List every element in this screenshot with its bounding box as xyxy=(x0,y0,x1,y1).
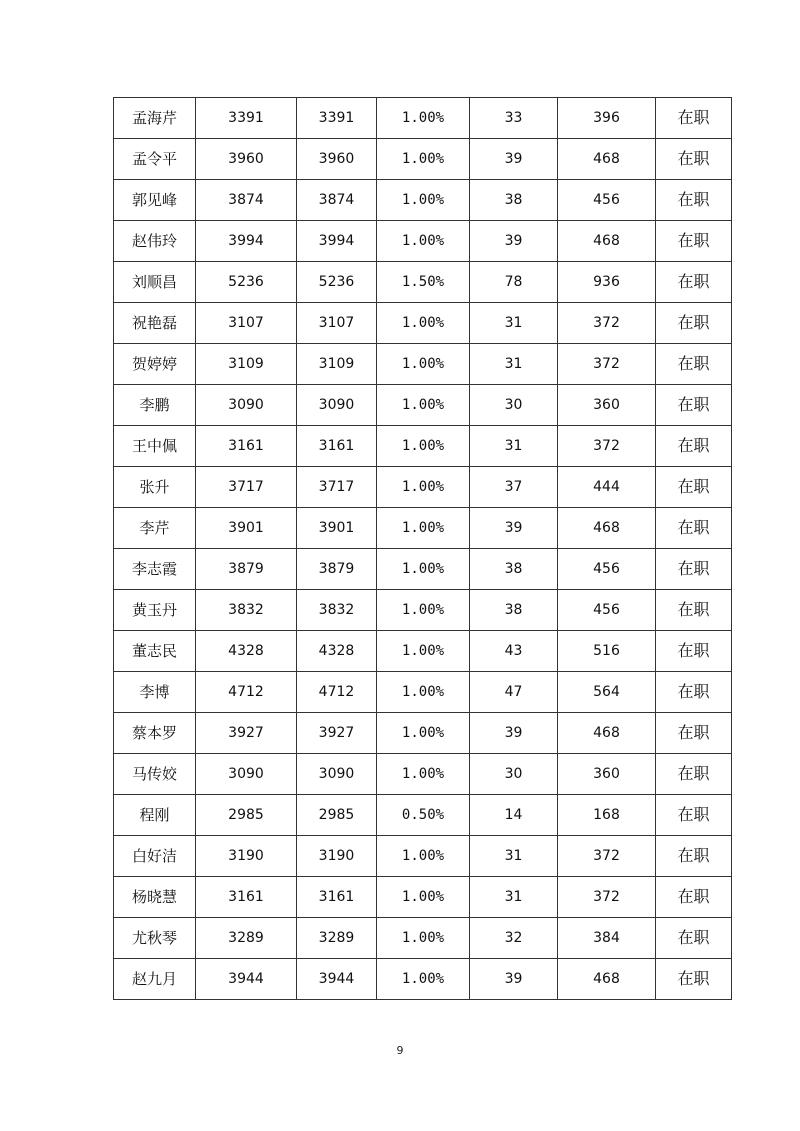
contribution-base-cell: 3391 xyxy=(297,98,377,139)
table-row xyxy=(114,631,732,672)
status-cell: 在职 xyxy=(656,98,732,139)
contribution-base-cell: 3960 xyxy=(297,139,377,180)
status-cell: 在职 xyxy=(656,754,732,795)
rate-cell: 1.00% xyxy=(377,959,470,1000)
status-cell: 在职 xyxy=(656,877,732,918)
contribution-base-cell: 3107 xyxy=(297,303,377,344)
contribution-base-cell: 3901 xyxy=(297,508,377,549)
monthly-amount-cell: 31 xyxy=(470,344,558,385)
table-row xyxy=(114,918,732,959)
annual-amount-cell: 456 xyxy=(558,549,656,590)
annual-amount-cell: 372 xyxy=(558,303,656,344)
rate-cell: 1.00% xyxy=(377,385,470,426)
annual-amount-cell: 564 xyxy=(558,672,656,713)
status-cell: 在职 xyxy=(656,221,732,262)
base-salary-cell: 4328 xyxy=(196,631,297,672)
annual-amount-cell: 468 xyxy=(558,508,656,549)
table-row xyxy=(114,139,732,180)
rate-cell: 1.00% xyxy=(377,549,470,590)
annual-amount-cell: 516 xyxy=(558,631,656,672)
monthly-amount-cell: 30 xyxy=(470,385,558,426)
status-cell: 在职 xyxy=(656,549,732,590)
base-salary-cell: 3832 xyxy=(196,590,297,631)
monthly-amount-cell: 39 xyxy=(470,221,558,262)
table-row xyxy=(114,508,732,549)
employee-name-cell: 杨晓慧 xyxy=(114,877,196,918)
table-row xyxy=(114,303,732,344)
monthly-amount-cell: 39 xyxy=(470,959,558,1000)
rate-cell: 1.00% xyxy=(377,713,470,754)
base-salary-cell: 3874 xyxy=(196,180,297,221)
annual-amount-cell: 936 xyxy=(558,262,656,303)
employee-name-cell: 李博 xyxy=(114,672,196,713)
base-salary-cell: 3107 xyxy=(196,303,297,344)
table-body xyxy=(114,98,732,1000)
employee-name-cell: 李鹏 xyxy=(114,385,196,426)
status-cell: 在职 xyxy=(656,385,732,426)
status-cell: 在职 xyxy=(656,139,732,180)
annual-amount-cell: 372 xyxy=(558,344,656,385)
monthly-amount-cell: 31 xyxy=(470,877,558,918)
base-salary-cell: 3289 xyxy=(196,918,297,959)
annual-amount-cell: 444 xyxy=(558,467,656,508)
status-cell: 在职 xyxy=(656,795,732,836)
rate-cell: 1.00% xyxy=(377,221,470,262)
monthly-amount-cell: 30 xyxy=(470,754,558,795)
contribution-base-cell: 3090 xyxy=(297,754,377,795)
employee-name-cell: 郭见峰 xyxy=(114,180,196,221)
employee-name-cell: 孟令平 xyxy=(114,139,196,180)
base-salary-cell: 3161 xyxy=(196,426,297,467)
employee-name-cell: 李志霞 xyxy=(114,549,196,590)
table-row xyxy=(114,713,732,754)
employee-name-cell: 祝艳磊 xyxy=(114,303,196,344)
table-row xyxy=(114,98,732,139)
contribution-base-cell: 3109 xyxy=(297,344,377,385)
rate-cell: 1.00% xyxy=(377,508,470,549)
employee-name-cell: 孟海芹 xyxy=(114,98,196,139)
base-salary-cell: 3994 xyxy=(196,221,297,262)
base-salary-cell: 3090 xyxy=(196,385,297,426)
employee-name-cell: 董志民 xyxy=(114,631,196,672)
rate-cell: 1.00% xyxy=(377,918,470,959)
status-cell: 在职 xyxy=(656,467,732,508)
rate-cell: 1.00% xyxy=(377,836,470,877)
base-salary-cell: 2985 xyxy=(196,795,297,836)
employee-name-cell: 尤秋琴 xyxy=(114,918,196,959)
status-cell: 在职 xyxy=(656,672,732,713)
annual-amount-cell: 360 xyxy=(558,754,656,795)
rate-cell: 1.00% xyxy=(377,467,470,508)
contribution-base-cell: 3944 xyxy=(297,959,377,1000)
monthly-amount-cell: 38 xyxy=(470,549,558,590)
annual-amount-cell: 372 xyxy=(558,877,656,918)
contribution-base-cell: 3994 xyxy=(297,221,377,262)
employee-name-cell: 李芹 xyxy=(114,508,196,549)
status-cell: 在职 xyxy=(656,303,732,344)
table-row xyxy=(114,959,732,1000)
employee-name-cell: 赵伟玲 xyxy=(114,221,196,262)
contribution-base-cell: 3879 xyxy=(297,549,377,590)
monthly-amount-cell: 31 xyxy=(470,426,558,467)
monthly-amount-cell: 39 xyxy=(470,508,558,549)
employee-name-cell: 黄玉丹 xyxy=(114,590,196,631)
rate-cell: 1.00% xyxy=(377,672,470,713)
monthly-amount-cell: 31 xyxy=(470,836,558,877)
base-salary-cell: 3944 xyxy=(196,959,297,1000)
table-row xyxy=(114,795,732,836)
annual-amount-cell: 168 xyxy=(558,795,656,836)
employee-name-cell: 王中佩 xyxy=(114,426,196,467)
monthly-amount-cell: 31 xyxy=(470,303,558,344)
contribution-base-cell: 4328 xyxy=(297,631,377,672)
base-salary-cell: 3960 xyxy=(196,139,297,180)
contribution-base-cell: 5236 xyxy=(297,262,377,303)
table-row xyxy=(114,262,732,303)
table-row xyxy=(114,590,732,631)
monthly-amount-cell: 47 xyxy=(470,672,558,713)
base-salary-cell: 3190 xyxy=(196,836,297,877)
annual-amount-cell: 468 xyxy=(558,959,656,1000)
table-row xyxy=(114,344,732,385)
rate-cell: 1.00% xyxy=(377,877,470,918)
base-salary-cell: 3109 xyxy=(196,344,297,385)
base-salary-cell: 3927 xyxy=(196,713,297,754)
status-cell: 在职 xyxy=(656,918,732,959)
rate-cell: 1.00% xyxy=(377,180,470,221)
rate-cell: 1.00% xyxy=(377,303,470,344)
table-row xyxy=(114,836,732,877)
monthly-amount-cell: 39 xyxy=(470,713,558,754)
base-salary-cell: 4712 xyxy=(196,672,297,713)
table-row xyxy=(114,180,732,221)
contribution-base-cell: 2985 xyxy=(297,795,377,836)
status-cell: 在职 xyxy=(656,262,732,303)
status-cell: 在职 xyxy=(656,590,732,631)
annual-amount-cell: 468 xyxy=(558,713,656,754)
status-cell: 在职 xyxy=(656,631,732,672)
rate-cell: 1.00% xyxy=(377,754,470,795)
contribution-base-cell: 3927 xyxy=(297,713,377,754)
monthly-amount-cell: 38 xyxy=(470,590,558,631)
monthly-amount-cell: 38 xyxy=(470,180,558,221)
contribution-base-cell: 4712 xyxy=(297,672,377,713)
annual-amount-cell: 360 xyxy=(558,385,656,426)
monthly-amount-cell: 33 xyxy=(470,98,558,139)
status-cell: 在职 xyxy=(656,180,732,221)
employee-name-cell: 白好洁 xyxy=(114,836,196,877)
rate-cell: 1.00% xyxy=(377,631,470,672)
annual-amount-cell: 468 xyxy=(558,221,656,262)
employee-name-cell: 马传姣 xyxy=(114,754,196,795)
annual-amount-cell: 396 xyxy=(558,98,656,139)
employee-name-cell: 蔡本罗 xyxy=(114,713,196,754)
rate-cell: 1.00% xyxy=(377,344,470,385)
table-row xyxy=(114,221,732,262)
base-salary-cell: 3090 xyxy=(196,754,297,795)
base-salary-cell: 3879 xyxy=(196,549,297,590)
annual-amount-cell: 372 xyxy=(558,836,656,877)
table-row xyxy=(114,385,732,426)
status-cell: 在职 xyxy=(656,426,732,467)
employee-name-cell: 赵九月 xyxy=(114,959,196,1000)
employee-name-cell: 贺婷婷 xyxy=(114,344,196,385)
annual-amount-cell: 456 xyxy=(558,180,656,221)
status-cell: 在职 xyxy=(656,344,732,385)
rate-cell: 1.00% xyxy=(377,426,470,467)
base-salary-cell: 3901 xyxy=(196,508,297,549)
table-row xyxy=(114,672,732,713)
status-cell: 在职 xyxy=(656,959,732,1000)
contribution-base-cell: 3832 xyxy=(297,590,377,631)
base-salary-cell: 5236 xyxy=(196,262,297,303)
contribution-base-cell: 3190 xyxy=(297,836,377,877)
contribution-base-cell: 3717 xyxy=(297,467,377,508)
status-cell: 在职 xyxy=(656,836,732,877)
monthly-amount-cell: 78 xyxy=(470,262,558,303)
employee-name-cell: 刘顺昌 xyxy=(114,262,196,303)
table-row xyxy=(114,467,732,508)
monthly-amount-cell: 32 xyxy=(470,918,558,959)
status-cell: 在职 xyxy=(656,508,732,549)
contribution-base-cell: 3289 xyxy=(297,918,377,959)
monthly-amount-cell: 14 xyxy=(470,795,558,836)
data-table xyxy=(113,97,732,1000)
monthly-amount-cell: 39 xyxy=(470,139,558,180)
annual-amount-cell: 384 xyxy=(558,918,656,959)
table-row xyxy=(114,426,732,467)
base-salary-cell: 3161 xyxy=(196,877,297,918)
rate-cell: 1.00% xyxy=(377,139,470,180)
table-row xyxy=(114,549,732,590)
rate-cell: 1.50% xyxy=(377,262,470,303)
rate-cell: 1.00% xyxy=(377,590,470,631)
employee-name-cell: 程刚 xyxy=(114,795,196,836)
rate-cell: 0.50% xyxy=(377,795,470,836)
contribution-base-cell: 3161 xyxy=(297,426,377,467)
annual-amount-cell: 468 xyxy=(558,139,656,180)
monthly-amount-cell: 43 xyxy=(470,631,558,672)
monthly-amount-cell: 37 xyxy=(470,467,558,508)
annual-amount-cell: 456 xyxy=(558,590,656,631)
employee-name-cell: 张升 xyxy=(114,467,196,508)
table-row xyxy=(114,754,732,795)
annual-amount-cell: 372 xyxy=(558,426,656,467)
contribution-base-cell: 3090 xyxy=(297,385,377,426)
contribution-base-cell: 3161 xyxy=(297,877,377,918)
table-row xyxy=(114,877,732,918)
page-number: 9 xyxy=(396,1044,404,1057)
status-cell: 在职 xyxy=(656,713,732,754)
base-salary-cell: 3391 xyxy=(196,98,297,139)
base-salary-cell: 3717 xyxy=(196,467,297,508)
rate-cell: 1.00% xyxy=(377,98,470,139)
contribution-base-cell: 3874 xyxy=(297,180,377,221)
